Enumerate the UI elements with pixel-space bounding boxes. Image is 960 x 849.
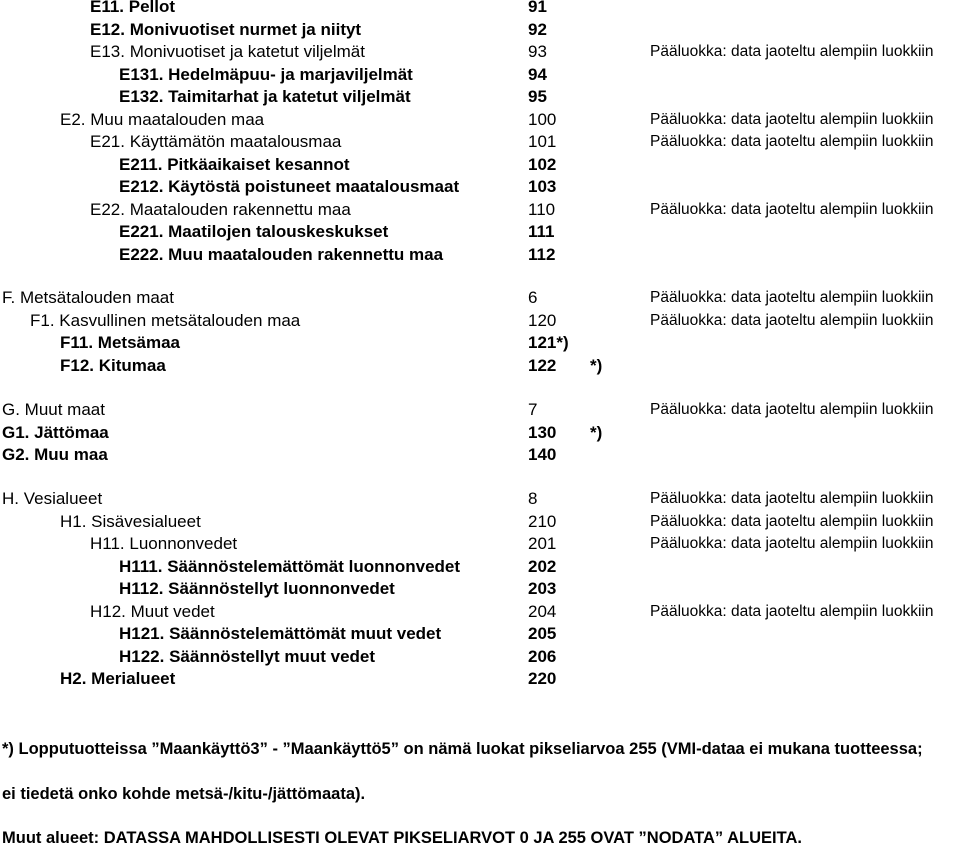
class-label: F12. Kitumaa [60,356,166,375]
class-code: 100 [528,110,557,129]
table-row [0,511,960,533]
table-row [0,332,960,354]
main-class-note: Pääluokka: data jaoteltu alempiin luokkiin [650,43,934,60]
class-label: E132. Taimitarhat ja katetut viljelmät [119,87,411,106]
table-row [0,623,960,645]
table-row [0,578,960,600]
class-label: E211. Pitkäaikaiset kesannot [119,155,350,174]
class-code: 140 [528,445,557,464]
main-class-note: Pääluokka: data jaoteltu alempiin luokkiin [650,513,934,530]
main-class-note: Pääluokka: data jaoteltu alempiin luokkiin [650,111,934,128]
class-code: 91 [528,0,547,16]
class-code: 122 [528,356,557,375]
class-code: 102 [528,155,557,174]
main-class-note: Pääluokka: data jaoteltu alempiin luokkiin [650,201,934,218]
class-code: 120 [528,311,557,330]
class-label: F. Metsätalouden maat [2,288,174,307]
class-label: G2. Muu maa [2,445,108,464]
class-label: E11. Pellot [90,0,176,16]
class-code: 130 [528,423,557,442]
class-label: E131. Hedelmäpuu- ja marjaviljelmät [119,65,413,84]
table-row [0,221,960,243]
class-code: 111 [528,222,555,241]
table-row [0,556,960,578]
class-code: 8 [528,489,538,508]
class-code: 220 [528,669,557,688]
class-label: E13. Monivuotiset ja katetut viljelmät [90,42,365,61]
table-row [0,533,960,555]
table-row [0,109,960,131]
table-row [0,646,960,668]
class-label: E2. Muu maatalouden maa [60,110,265,129]
main-class-note: Pääluokka: data jaoteltu alempiin luokkiin [650,401,934,418]
main-class-note: Pääluokka: data jaoteltu alempiin luokkiin [650,490,934,507]
class-label: E22. Maatalouden rakennettu maa [90,200,351,219]
class-label: E212. Käytöstä poistuneet maatalousmaat [119,177,460,196]
class-code: 121*) [528,333,569,352]
class-code: 7 [528,400,538,419]
table-row [0,422,960,444]
class-label: G1. Jättömaa [2,423,109,442]
main-class-note: Pääluokka: data jaoteltu alempiin luokkiin [650,289,934,306]
class-label: H12. Muut vedet [90,602,215,621]
class-label: F1. Kasvullinen metsätalouden maa [30,311,301,330]
class-label: H. Vesialueet [2,489,103,508]
table-row [0,244,960,266]
class-label: E12. Monivuotiset nurmet ja niityt [90,20,362,39]
table-row [0,310,960,332]
table-row [0,668,960,690]
class-label: H11. Luonnonvedet [90,534,238,553]
table-row [0,199,960,221]
table-row [0,355,960,377]
footnote-text: *) Lopputuotteissa ”Maankäyttö3” - ”Maankäyttö5” on nämä luokat pikseliarvoa 255 (VMI-dataa ei mukana tuotteessa; [2,740,923,758]
class-label: H121. Säännöstelemättömät muut vedet [119,624,442,643]
table-row [0,0,960,18]
table-row [0,399,960,421]
class-label: H1. Sisävesialueet [60,512,201,531]
class-code: 103 [528,177,557,196]
table-row [0,176,960,198]
class-code: 210 [528,512,557,531]
class-code: 93 [528,42,547,61]
table-row [0,287,960,309]
main-class-note: Pääluokka: data jaoteltu alempiin luokkiin [650,312,934,329]
table-row [0,154,960,176]
class-label: H2. Merialueet [60,669,176,688]
class-code: 206 [528,647,557,666]
class-label: H112. Säännöstellyt luonnonvedet [119,579,395,598]
main-class-note: Pääluokka: data jaoteltu alempiin luokkiin [650,535,934,552]
class-code: 92 [528,20,547,39]
class-label: F11. Metsämaa [60,333,181,352]
class-code: 202 [528,557,557,576]
table-row [0,19,960,41]
class-code: 95 [528,87,547,106]
table-row [0,86,960,108]
table-row [0,444,960,466]
table-row [0,488,960,510]
class-code: 201 [528,534,557,553]
table-row [0,41,960,63]
footnote-marker: *) [590,423,603,442]
table-row [0,131,960,153]
main-class-note: Pääluokka: data jaoteltu alempiin luokkiin [650,603,934,620]
class-code: 205 [528,624,557,643]
table-row [0,64,960,86]
class-label: E21. Käyttämätön maatalousmaa [90,132,342,151]
class-label: E222. Muu maatalouden rakennettu maa [119,245,444,264]
class-label: G. Muut maat [2,400,105,419]
class-label: H111. Säännöstelemättömät luonnonvedet [119,557,461,576]
main-class-note: Pääluokka: data jaoteltu alempiin luokkiin [650,133,934,150]
class-code: 6 [528,288,538,307]
other-areas-note: Muut alueet: DATASSA MAHDOLLISESTI OLEVAT PIKSELIARVOT 0 JA 255 OVAT ”NODATA” ALUEITA. [2,829,802,847]
class-code: 203 [528,579,557,598]
class-code: 110 [528,200,556,219]
class-label: H122. Säännöstellyt muut vedet [119,647,376,666]
class-code: 101 [528,132,557,151]
class-label: E221. Maatilojen talouskeskukset [119,222,389,241]
class-code: 112 [528,245,556,264]
footnote-text-continued: ei tiedetä onko kohde metsä-/kitu-/jättömaata). [2,785,366,803]
footnote-marker: *) [590,356,603,375]
class-code: 94 [528,65,547,84]
table-row [0,601,960,623]
class-code: 204 [528,602,557,621]
